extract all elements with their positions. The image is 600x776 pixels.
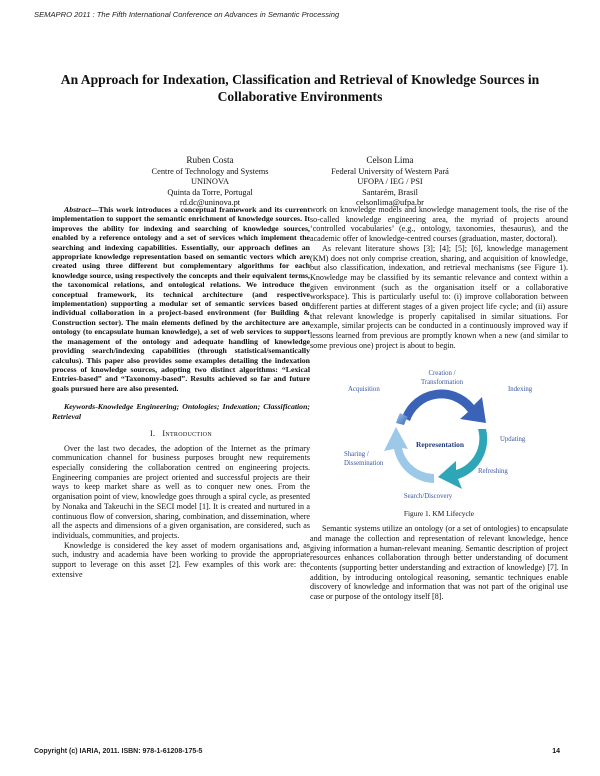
label-acquisition: Acquisition — [348, 385, 380, 393]
body-paragraph-3: Semantic systems utilize an ontology (or a set of ontologies) to encapsulate and manage the collection and representation of relevant knowledge, hence giving information a human-relevant meaning. Semantic description of project resources enhances collaboration through better understanding of document contents (supporting better understanding and extraction of knowledge) [7]. In addition, by introducing ontological reasoning, semantic techniques enable discovery of knowledge and information that was not part of the original use case or purpose of the ontology itself [8]. — [310, 524, 568, 602]
body-paragraph-2: As relevant literature shows [3]; [4]; [5]; [6], knowledge management (KM) does not only comprise creation, sharing, and acquisition of knowledge, but also classification, indexation, and retrieval mechanisms (see Figure 1). Knowledge may be classified by its semantic relevance and context within a given environment (such as the organisation itself or a collaborative workspace). This is particularly useful to: (i) improve collaboration between different parties at different stages of a given project life cycle; and (ii) assure that relevant knowledge is properly capitalised in similar situations. For example, similar projects can be conducted in a continuously improved way if lessons learned from previous are promptly known when a new (and similar to some previous one) project is about to begin. — [310, 243, 568, 350]
label-refreshing: Refreshing — [478, 467, 508, 475]
conference-header: SEMAPRO 2011 : The Fifth International Conference on Advances in Semantic Processing — [34, 10, 340, 19]
author-name: Celson Lima — [366, 155, 414, 165]
label-sharing: Sharing / — [344, 450, 369, 458]
footer-copyright: Copyright (c) IARIA, 2011. ISBN: 978-1-61208-175-5 — [34, 748, 203, 755]
label-indexing: Indexing — [508, 385, 533, 393]
arrow-bottom — [384, 427, 434, 483]
author-location: Santarém, Brasil — [362, 187, 418, 197]
label-search-discovery: Search/Discovery — [403, 492, 453, 500]
km-lifecycle-diagram — [310, 357, 568, 507]
km-lifecycle-figure — [310, 357, 568, 507]
section-number: I. — [150, 428, 156, 438]
label-creation: Creation / — [428, 369, 456, 377]
body-paragraph-1: work on knowledge models and knowledge management tools, the rise of the so-called knowledge engineering area, the myriad of projects around ‘controlled vocabularies’ (e.g., ontology, taxonomies, thesaurus), and the academic offer of knowledge-centred courses (graduation, master, doctoral). — [310, 205, 568, 244]
author-name: Ruben Costa — [186, 155, 234, 165]
label-updating: Updating — [500, 435, 526, 443]
author-email[interactable]: rd.dc@uninova.pt — [179, 198, 241, 208]
keywords: Keywords-Knowledge Engineering; Ontologies; Indexation; Classification; Retrieval — [52, 402, 310, 421]
paper-title: An Approach for Indexation, Classification and Retrieval of Knowledge Sources in Collaborative Environments — [60, 72, 540, 104]
abstract-text: —This work introduces a conceptual framework and its current implementation to support the semantic enrichment of knowledge sources. It improves the ability for indexing and searching of knowledge sources, enabled by a reference ontology and a set of services which implement the searching and indexing capabilities. Essentially, our approach defines an appropriate knowledge representation based on semantic vectors which are created using three different but complementary algorithms for each knowledge source, using respectively the concepts and their equivalent terms, the taxonomical relations, and ontological relations. We introduce the conceptual framework, its technical architecture (and respective implementation) supporting a modular set of semantic services based on individual collaboration in a project-based environment (for Building & Construction sector). The main elements defined by the architecture are an ontology (to encapsulate human knowledge), a set of web services to support the management of the ontology and adequate handling of knowledge providing search/indexing capabilities (through statistical/semantically calculus). This paper also provides some examples detailing the indexation process of knowledge sources, adopting two distinct algorithms: “Lexical Entries-based” and “Taxonomy-based”. Results achieved so far and future goals pursued here are also presented. — [52, 205, 310, 393]
author-organisation: UNINOVA — [191, 177, 229, 187]
label-transformation: Transformation — [420, 378, 464, 386]
abstract-label: Abstract — [64, 205, 91, 214]
section-title: Introduction — [162, 428, 212, 438]
figure-caption: Figure 1. KM Lifecycle — [403, 508, 475, 518]
label-dissemination: Dissemination — [344, 459, 384, 467]
intro-paragraph-2: Knowledge is considered the key asset of modern organisations and, as such, industry and academia have been working to provide the appropriate support to leverage on this asset [2]. Few examples of this work are: the extensive — [52, 540, 310, 579]
author-block-2 — [270, 155, 510, 209]
author-affiliation: Federal University of Western Pará — [331, 166, 449, 176]
author-affiliation: Centre of Technology and Systems — [151, 166, 269, 176]
abstract — [52, 205, 310, 393]
arrow-right — [438, 429, 487, 489]
right-column — [310, 205, 568, 602]
author-email[interactable]: celsonlima@ufpa.br — [356, 198, 424, 208]
page-number: 14 — [552, 748, 560, 755]
center-label: Representation — [416, 439, 464, 449]
section-heading — [52, 429, 310, 439]
left-column — [52, 205, 310, 579]
author-organisation: UFOPA / IEG / PSI — [357, 177, 423, 187]
intro-paragraph-1: Over the last two decades, the adoption of the Internet as the primary communication channel for business purposes brought new requirements especially considering the collaboration centred on engineering projects. Engineering companies are project oriented and successful projects are their ways to keep market share as well as to conquer new ones. From the organisation point of view, knowledge goes through a spiral cycle, as presented by Nonaka and Takeuchi in the SECI model [1]. It is created and nurtured in a continuous flow of conversion, sharing, combination, and dissemination, where all the aspects and dimensions of a given organisation, are considered, such as individuals, communities, and projects. — [52, 443, 310, 540]
arrow-top — [402, 389, 486, 422]
author-location: Quinta da Torre, Portugal — [167, 187, 253, 197]
